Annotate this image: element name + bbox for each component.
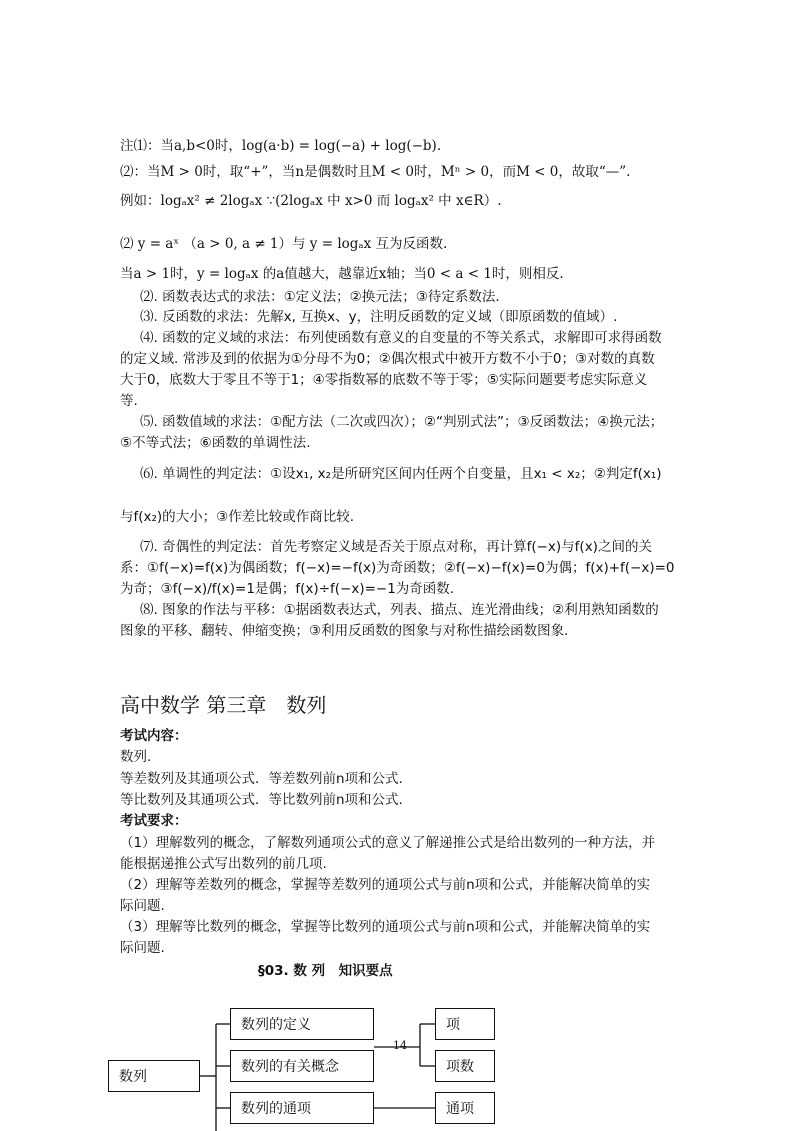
method-7-line3: 为奇；③f(−x)/f(x)=1是偶；f(x)÷f(−x)=−1为奇函数.	[120, 581, 455, 597]
chapter-title: 高中数学 第三章 数列	[120, 693, 327, 717]
req-1-line1: （1）理解数列的概念，了解数列通项公式的意义了解递推公式是给出数列的一种方法，并	[120, 835, 656, 851]
node-root: 数列	[108, 1060, 200, 1092]
req-3-line1: （3）理解等比数列的概念，掌握等比数列的通项公式与前n项和公式，并能解决简单的实	[120, 919, 651, 935]
method-6-line1: ⑹. 单调性的判定法：①设x₁, x₂是所研究区间内任两个自变量，且x₁ < x₂；②判定f(x₁)	[140, 466, 662, 482]
method-4-line4: 等.	[120, 393, 138, 409]
requirements-heading: 考试要求：	[120, 813, 188, 829]
node-general-formula: 通项	[435, 1092, 495, 1124]
req-2-line1: （2）理解等差数列的概念，掌握等差数列的通项公式与前n项和公式，并能解决简单的实	[120, 877, 651, 893]
node-general-term: 数列的通项	[230, 1092, 374, 1124]
req-3-line2: 际问题.	[120, 940, 165, 956]
note-base: 当a > 1时，y = logₐx 的a值越大，越靠近x轴；当0 < a < 1时，则相反.	[120, 266, 564, 282]
method-7-line1: ⑺. 奇偶性的判定法：首先考察定义域是否关于原点对称，再计算f(−x)与f(x)之间的关	[140, 539, 652, 555]
method-4-line1: ⑷. 函数的定义域的求法：布列使函数有意义的自变量的不等关系式，求解即可求得函数	[140, 330, 662, 346]
method-3: ⑶. 反函数的求法：先解x, 互换x、y，注明反函数的定义域（即原函数的值域）.	[140, 309, 618, 325]
method-7-line2: 系：①f(−x)=f(x)为偶函数；f(−x)=−f(x)为奇函数；②f(−x)−f(x)=0为偶；f(x)+f(−x)=0	[120, 560, 675, 576]
note-1: 注⑴：当a,b<0时，log(a·b) = log(−a) + log(−b).	[120, 138, 442, 154]
node-term-count: 项数	[435, 1050, 495, 1082]
method-5-line2: ⑤不等式法；⑥函数的单调性法.	[120, 435, 311, 451]
note-example: 例如：logₐx² ≠ 2logₐx ∵(2logₐx 中 x>0 而 logₐx² 中 x∈R）.	[120, 193, 502, 209]
section-heading: §03. 数 列 知识要点	[258, 963, 393, 979]
diagram-number: 14	[393, 1039, 407, 1052]
node-concepts: 数列的有关概念	[230, 1050, 374, 1082]
node-term: 项	[435, 1008, 495, 1040]
method-5-line1: ⑸. 函数值域的求法：①配方法（二次或四次）；②“判别式法”；③反函数法；④换元法；	[140, 414, 664, 430]
content-heading: 考试内容：	[120, 728, 188, 744]
node-definition: 数列的定义	[230, 1008, 374, 1040]
method-4-line3: 大于0，底数大于零且不等于1；④零指数幂的底数不等于零；⑤实际问题要考虑实际意义	[120, 372, 648, 388]
content-item-3: 等比数列及其通项公式．等比数列前n项和公式.	[120, 792, 403, 808]
content-item-1: 数列.	[120, 749, 152, 765]
method-2: ⑵. 函数表达式的求法：①定义法；②换元法；③待定系数法.	[140, 289, 500, 305]
req-1-line2: 能根据递推公式写出数列的前几项.	[120, 856, 327, 872]
note-2: ⑵：当M > 0时，取“+”，当n是偶数时且M < 0时，Mⁿ > 0，而M < 0，故取“—”.	[120, 164, 631, 180]
content-item-2: 等差数列及其通项公式．等差数列前n项和公式.	[120, 771, 403, 787]
method-8-line2: 图象的平移、翻转、伸缩变换；③利用反函数的图象与对称性描绘函数图象.	[120, 623, 569, 639]
method-6-line2: 与f(x₂)的大小；③作差比较或作商比较.	[120, 509, 355, 525]
note-inverse: ⑵ y = aˣ （a > 0, a ≠ 1）与 y = logₐx 互为反函数.	[120, 236, 448, 252]
method-4-line2: 的定义域. 常涉及到的依据为①分母不为0；②偶次根式中被开方数不小于0；③对数的真数	[120, 351, 655, 367]
method-8-line1: ⑻. 图象的作法与平移：①据函数表达式，列表、描点、连光滑曲线；②利用熟知函数的	[140, 602, 659, 618]
req-2-line2: 际问题.	[120, 898, 165, 914]
